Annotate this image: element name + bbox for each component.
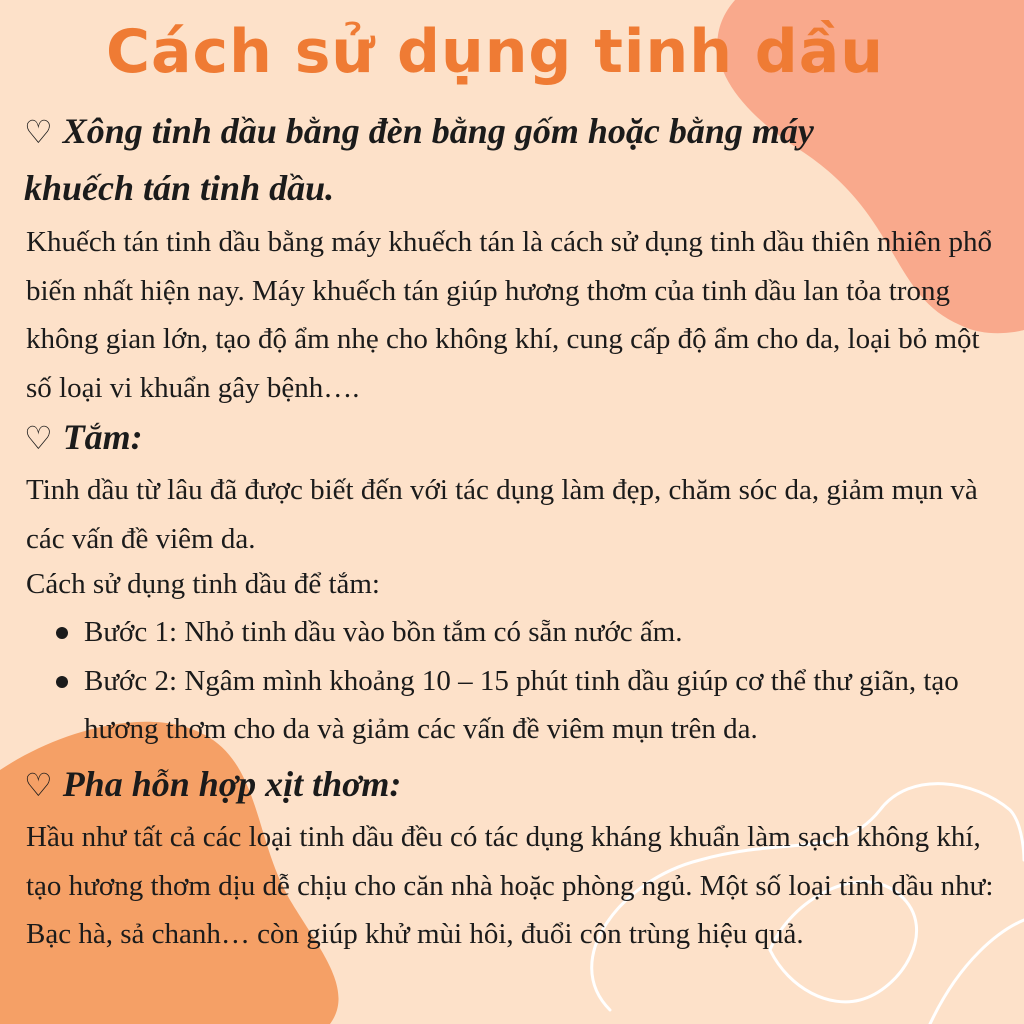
section-bath-body: Tinh dầu từ lâu đã được biết đến với tác dụng làm đẹp, chăm sóc da, giảm mụn và các vấn đề viêm da. — [26, 474, 978, 555]
list-item — [56, 608, 1006, 657]
section-diffuser-heading-line1: Xông tinh dầu bằng đèn bằng gốm hoặc bằng máy — [62, 111, 814, 151]
section-diffuser-body: Khuếch tán tinh dầu bằng máy khuếch tán là cách sử dụng tinh dầu thiên nhiên phổ biến nhất hiện nay. Máy khuếch tán giúp hương thơm của tinh dầu lan tỏa trong không gian lớn, tạo độ ẩm nhẹ cho không khí, cung cấp độ ẩm cho da, loại bỏ một số loại vi khuẩn gây bệnh…. — [26, 226, 993, 404]
section-spray-body: Hầu như tất cả các loại tinh dầu đều có tác dụng kháng khuẩn làm sạch không khí, tạo hương thơm dịu dễ chịu cho căn nhà hoặc phòng ngủ. Một số loại tinh dầu như: Bạc hà, sả chanh… còn giúp khử mùi hôi, đuổi côn trùng hiệu quả. — [26, 821, 994, 950]
list-item — [56, 657, 1006, 754]
page-title: Cách sử dụng tinh dầu — [106, 17, 884, 87]
section-diffuser-heading — [24, 107, 814, 156]
section-bath-heading-text: Tắm: — [62, 417, 143, 457]
heart-outline-icon: ♡ — [24, 113, 53, 151]
bath-steps-list — [56, 608, 1006, 754]
bullet-icon — [56, 627, 68, 639]
section-bath-intro: Cách sử dụng tinh dầu để tắm: — [26, 568, 380, 600]
heart-outline-icon: ♡ — [24, 419, 53, 457]
heart-outline-icon: ♡ — [24, 766, 53, 804]
section-bath-heading — [24, 413, 143, 462]
step-text: Bước 2: Ngâm mình khoảng 10 – 15 phút tinh dầu giúp cơ thể thư giãn, tạo hương thơm cho da và giảm các vấn đề viêm mụn trên da. — [84, 664, 959, 745]
section-spray-heading — [24, 760, 401, 809]
step-text: Bước 1: Nhỏ tinh dầu vào bồn tắm có sẵn nước ấm. — [84, 616, 683, 648]
bullet-icon — [56, 676, 68, 688]
section-diffuser-heading-cont: khuếch tán tinh dầu. — [24, 168, 335, 208]
section-spray-heading-text: Pha hỗn hợp xịt thơm: — [62, 764, 402, 804]
